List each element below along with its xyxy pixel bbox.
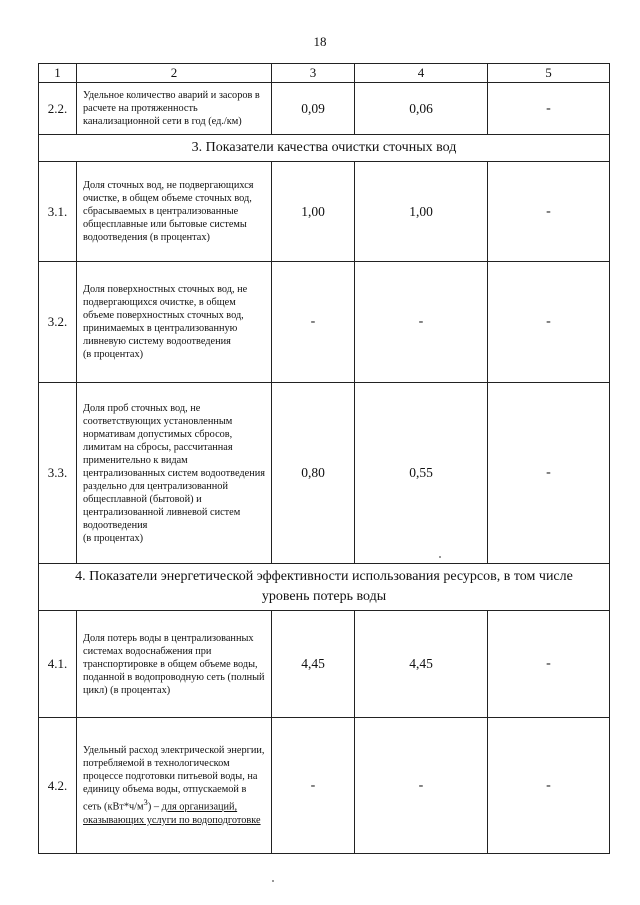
row-number: 3.3. [39, 383, 77, 564]
table-row [39, 83, 610, 135]
page-number: 18 [313, 34, 327, 49]
value-col4: 0,06 [355, 83, 488, 135]
description-unit: (в процентах) [83, 349, 144, 360]
indicators-table [38, 63, 610, 854]
value-col5: - [488, 383, 610, 564]
description-text: Удельный расход электрической энергии, потребляемой в технологическом процессе подготовки питьевой воды, на единицу объема воды, отпускаемой в сеть (кВт*ч/м [83, 745, 265, 813]
table-row [39, 718, 610, 854]
value-col3: - [272, 262, 355, 383]
column-header-3: 3 [272, 64, 355, 83]
table-row [39, 162, 610, 262]
column-header-4: 4 [355, 64, 488, 83]
indicator-description: Удельное количество аварий и засоров в расчете на протяженность канализационной сети в год (ед./км) [77, 83, 272, 135]
section-title-4: 4. Показатели энергетической эффективности использования ресурсов, в том числе уровень потерь воды [39, 564, 610, 611]
value-col5: - [488, 162, 610, 262]
column-header-5: 5 [488, 64, 610, 83]
indicator-description [77, 262, 272, 383]
value-col4: - [355, 718, 488, 854]
value-col3: 0,09 [272, 83, 355, 135]
column-header-2: 2 [77, 64, 272, 83]
value-col4: - [355, 262, 488, 383]
section-row [39, 135, 610, 162]
row-number: 2.2. [39, 83, 77, 135]
value-col3: - [272, 718, 355, 854]
value-col5: - [488, 262, 610, 383]
indicator-description [77, 383, 272, 564]
description-separator: ) – [147, 801, 162, 813]
table-row [39, 262, 610, 383]
section-row [39, 564, 610, 611]
section-title-3: 3. Показатели качества очистки сточных вод [39, 135, 610, 162]
row-number: 3.2. [39, 262, 77, 383]
value-col4: 0,55 [355, 383, 488, 564]
indicator-description: Доля сточных вод, не подвергающихся очистке, в общем объеме сточных вод, сбрасываемых в централизованные общесплавные или бытовые системы водоотведения (в процентах) [77, 162, 272, 262]
value-col5: - [488, 611, 610, 718]
value-col3: 0,80 [272, 383, 355, 564]
row-number: 4.2. [39, 718, 77, 854]
value-col4: 1,00 [355, 162, 488, 262]
scan-speck [439, 556, 441, 558]
header-row [39, 64, 610, 83]
description-text: Доля поверхностных сточных вод, не подвергающихся очистке, в общем объеме поверхностных сточных вод, принимаемых в централизованную ливневую систему водоотведения [83, 284, 248, 347]
value-col3: 1,00 [272, 162, 355, 262]
column-header-1: 1 [39, 64, 77, 83]
description-unit: (в процентах) [83, 532, 144, 544]
value-col5: - [488, 83, 610, 135]
table-row [39, 383, 610, 564]
unit-superscript: 3 [143, 797, 148, 808]
indicator-description: Доля потерь воды в централизованных системах водоснабжения при транспортировке в общем объеме воды, поданной в водопроводную сеть (полный цикл) (в процентах) [77, 611, 272, 718]
description-underlined-note: для организаций, оказывающих услуги по водоподготовке [83, 801, 261, 826]
value-col4: 4,45 [355, 611, 488, 718]
row-number: 4.1. [39, 611, 77, 718]
description-text: Доля проб сточных вод, не соответствующих установленным нормативам допустимых сбросов, лимитам на сбросы, рассчитанная применительно к видам централизованных систем водоотведения раздельно для централизованной общесплавной (бытовой) и централизованной ливневой систем водоотведения [83, 402, 265, 531]
row-number: 3.1. [39, 162, 77, 262]
value-col3: 4,45 [272, 611, 355, 718]
table-row [39, 611, 610, 718]
indicator-description [77, 718, 272, 854]
value-col5: - [488, 718, 610, 854]
scan-speck [272, 880, 274, 882]
